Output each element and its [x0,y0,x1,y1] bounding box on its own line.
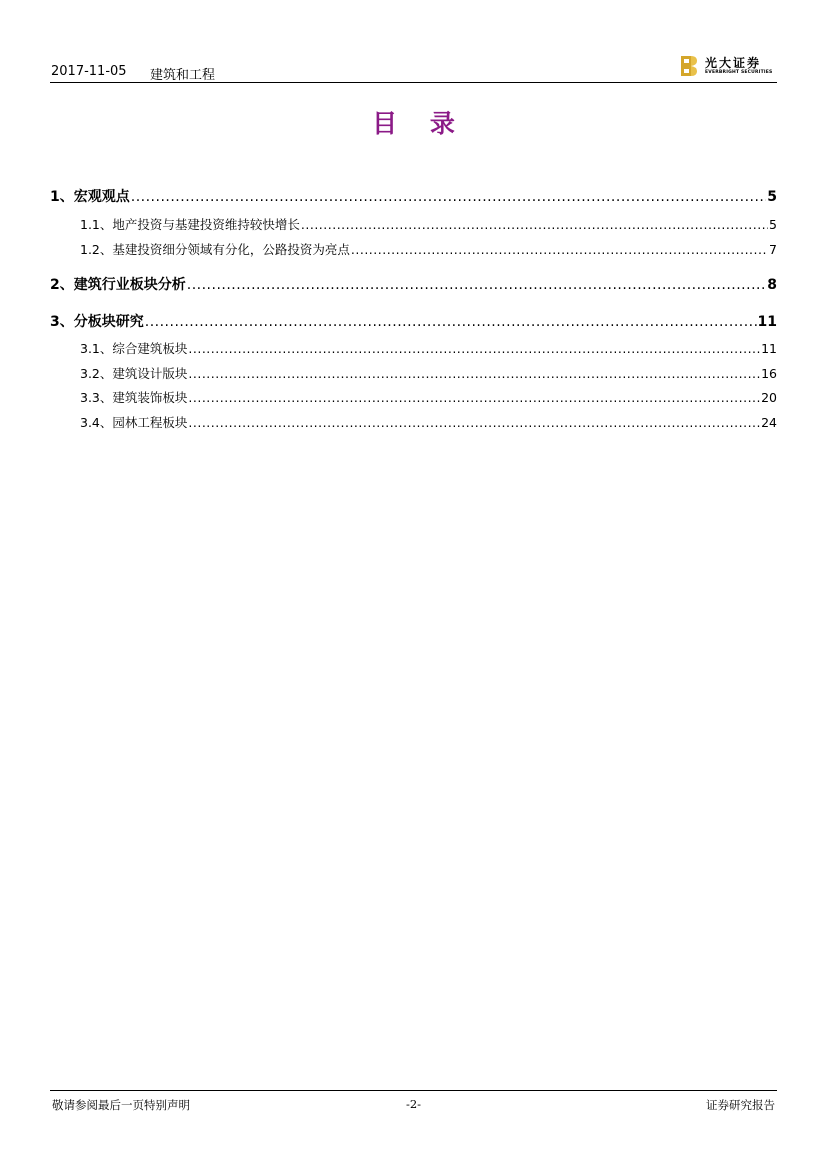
toc-entry[interactable] [50,339,777,357]
toc-entry-title: 地产投资与基建投资维持较快增长 [112,217,300,232]
toc-entry-title: 建筑设计版块 [112,366,188,381]
everbright-logo [681,54,775,80]
toc-dot-leader [145,314,757,330]
toc-entry-title: 分板块研究 [73,314,144,330]
toc-entry-number: 3.2、 [80,366,113,381]
toc-entry-number: 2、 [50,277,74,293]
toc-entry-page: 7 [769,242,777,257]
toc-dot-leader [301,217,768,232]
toc-dot-leader [188,341,760,356]
toc-entry[interactable] [50,388,777,406]
everbright-logo-icon [681,56,697,76]
toc-entry-title: 宏观观点 [73,189,130,205]
toc-entry-page: 8 [767,277,777,293]
toc-entry-number: 3.4、 [80,415,113,430]
toc-entry-page: 5 [767,189,777,205]
page-footer [50,1090,777,1113]
logo-text-cn: 光大证券 [705,56,762,70]
toc-entry-page: 11 [757,314,777,330]
logo-text-en: EVERBRIGHT SECURITIES [705,70,773,75]
toc-title: 目 录 [372,109,467,138]
page-header [50,54,777,83]
toc-entry-page: 16 [761,366,777,381]
toc-entry[interactable] [50,240,777,258]
toc-dot-leader [188,415,760,430]
toc-entry[interactable] [50,364,777,382]
disclaimer-note: 敬请参阅最后一页特别声明 [52,1098,190,1112]
toc-entry-title: 建筑装饰板块 [112,390,188,405]
toc-entry-number: 1.2、 [80,242,113,257]
toc-entry-number: 3.1、 [80,341,113,356]
toc-entry-number: 1、 [50,189,74,205]
toc-entry-number: 1.1、 [80,217,113,232]
industry-label: 建筑和工程 [150,68,216,83]
toc-entry-title: 园林工程板块 [112,415,188,430]
toc-entry-page: 11 [761,341,777,356]
toc-entry[interactable] [50,274,777,294]
page-number: -2- [405,1097,422,1111]
report-date: 2017-11-05 [51,64,127,79]
toc-dot-leader [188,390,760,405]
toc-entry-title: 建筑行业板块分析 [73,277,186,293]
toc-dot-leader [131,189,767,205]
toc-entry-title: 综合建筑板块 [112,341,188,356]
toc-dot-leader [187,277,767,293]
toc-entry[interactable] [50,215,777,233]
toc-entry-page: 24 [761,415,777,430]
toc-entry[interactable] [50,186,777,206]
toc-entry-title: 基建投资细分领域有分化，公路投资为亮点 [112,242,350,257]
toc-dot-leader [351,242,768,257]
report-type: 证券研究报告 [706,1098,775,1112]
toc-entry[interactable] [50,311,777,331]
toc-entry-page: 5 [769,217,777,232]
toc-entry-number: 3.3、 [80,390,113,405]
toc-entry-number: 3、 [50,314,74,330]
toc-entry[interactable] [50,413,777,431]
toc-dot-leader [188,366,760,381]
toc-entry-page: 20 [761,390,777,405]
